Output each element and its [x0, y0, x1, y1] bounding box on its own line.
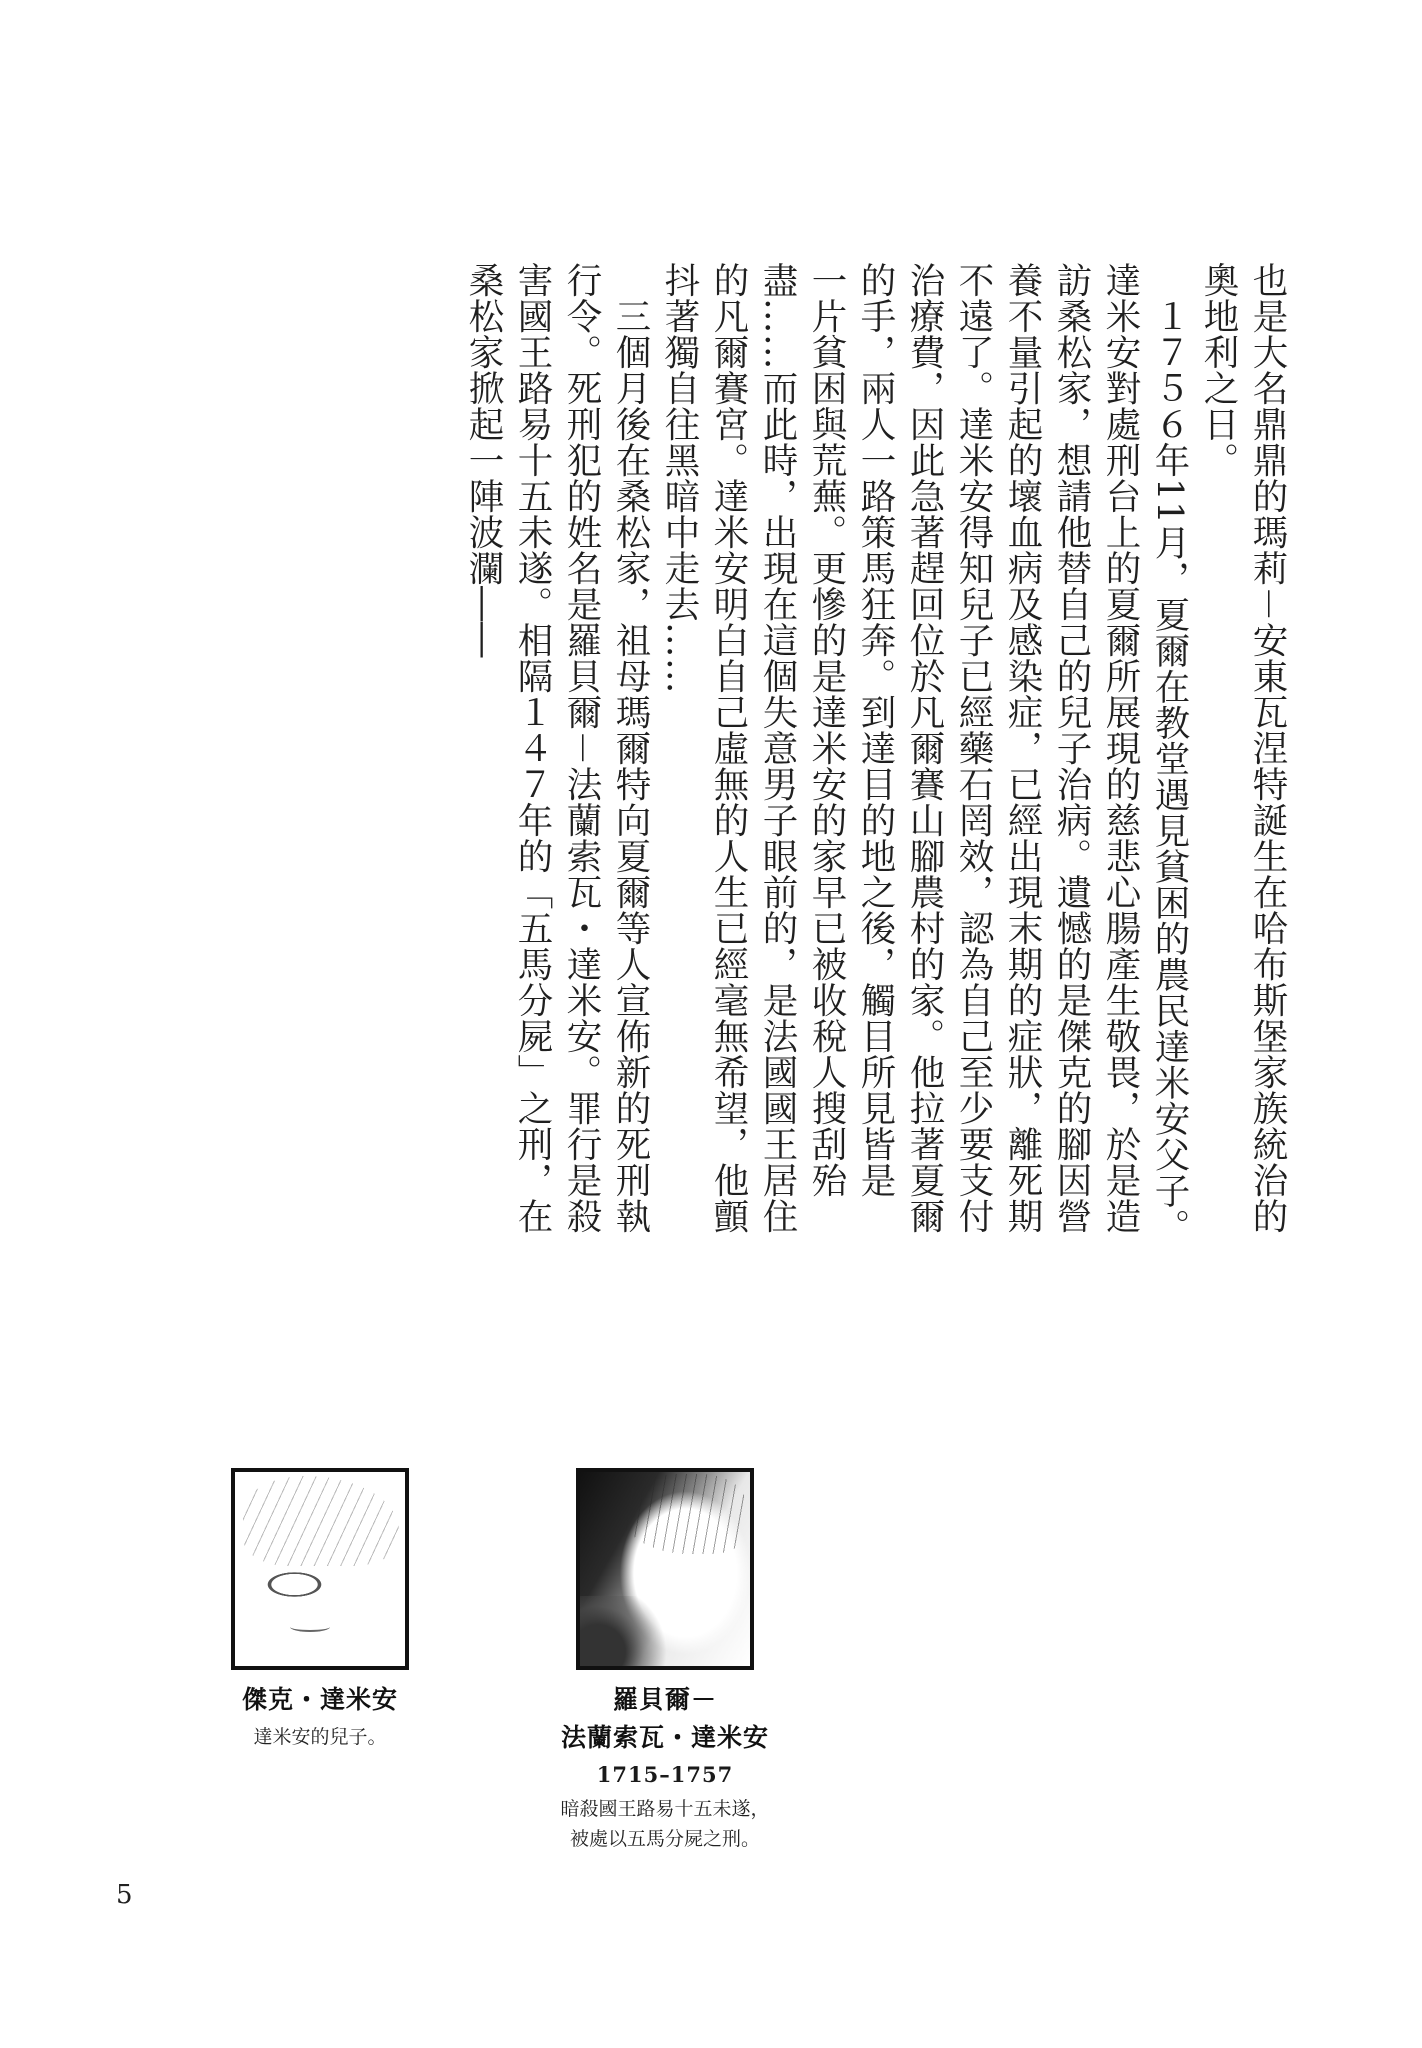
text-column: 行令。死刑犯的姓名是羅貝爾－法蘭索瓦・達米安。罪行是殺 — [561, 262, 602, 1235]
text-column: 達米安對處刑台上的夏爾所展現的慈悲心腸產生敬畏，於是造 — [1100, 262, 1141, 1234]
character-description-line1: 暗殺國王路易十五未遂， — [560, 1798, 770, 1820]
text-column: 一片貧困與荒蕪。更慘的是達米安的家早已被收稅人搜刮殆 — [806, 262, 847, 1198]
text-column: 桑松家掀起一陣波瀾―― — [463, 262, 504, 658]
character-name-line1: 羅貝爾－ — [612, 1685, 717, 1714]
text-column: １７５６年11月，夏爾在教堂遇見貧困的農民達米安父子。 — [1149, 262, 1190, 1245]
character-description: 達米安的兒子。 — [253, 1726, 387, 1748]
character-dates: 1715–1757 — [596, 1762, 734, 1787]
text-column: 的凡爾賽宮。達米安明白自己虛無的人生已經毫無希望，他顫 — [708, 262, 749, 1234]
text-column: 訪桑松家，想請他替自己的兒子治病。遺憾的是傑克的腳因營 — [1051, 262, 1092, 1234]
text-column: 抖著獨自往黑暗中走去…… — [659, 262, 700, 694]
text-column: 的手，兩人一路策馬狂奔。到達目的地之後，觸目所見皆是 — [855, 262, 896, 1198]
character-card-jacques — [200, 1468, 440, 1752]
narrative-text — [122, 262, 1292, 1342]
character-name: 傑克・達米安 — [241, 1685, 398, 1714]
text-column: 害國王路易十五未遂。相隔１４７年的「五馬分屍」之刑，在 — [512, 262, 553, 1234]
text-column: 不遠了。達米安得知兒子已經藥石罔效，認為自己至少要支付 — [953, 262, 994, 1234]
text-column: 奧地利之日。 — [1198, 262, 1239, 478]
text-column: 也是大名鼎鼎的瑪莉－安東瓦涅特誕生在哈布斯堡家族統治的 — [1247, 262, 1288, 1235]
page-number: 5 — [116, 1880, 133, 1910]
text-column: 治療費，因此急著趕回位於凡爾賽山腳農村的家。他拉著夏爾 — [904, 262, 945, 1234]
character-description-line2: 被處以五馬分屍之刑。 — [569, 1828, 760, 1850]
text-column: 養不量引起的壞血病及感染症，已經出現末期的症狀，離死期 — [1002, 262, 1043, 1234]
character-name-line2: 法蘭索瓦・達米安 — [560, 1723, 769, 1752]
text-column: 盡……而此時，出現在這個失意男子眼前的，是法國國王居住 — [757, 262, 798, 1234]
text-column: 三個月後在桑松家，祖母瑪爾特向夏爾等人宣佈新的死刑執 — [610, 262, 651, 1234]
portrait-illustration-man-icon — [576, 1468, 754, 1670]
character-card-robert — [500, 1468, 830, 1854]
portrait-illustration-boy-icon — [231, 1468, 409, 1670]
